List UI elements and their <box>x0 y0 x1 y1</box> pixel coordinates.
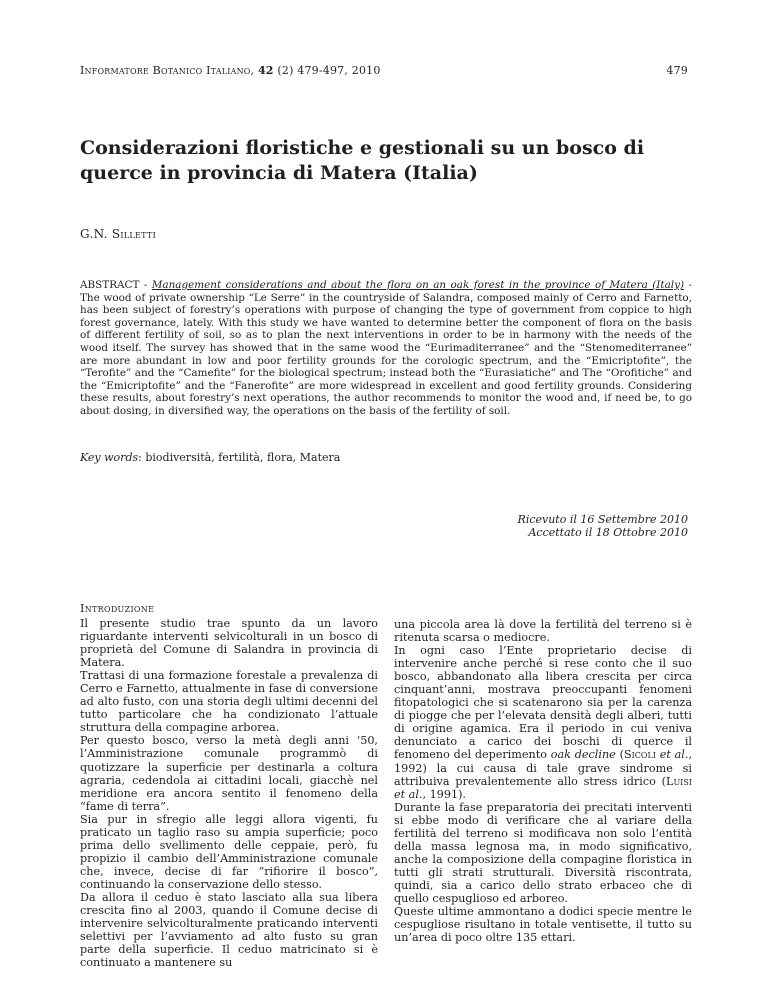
text-run: In ogni caso l’Ente proprietario decise di intervenire anche perché si rese conto che il suo bosco, abbandonato alla libera crescita per circa cinquant’anni, mostrava preoccupanti fenomeni fitopatologici che si scatenarono sia per la carenza di piogge che per l’elevata densità degli alberi, tutti di origine agamica. Era il periodo in cui veniva denunciato a carico dei boschi di querce il fenomeno del deperimento <box>394 644 692 762</box>
journal-volume: 42 <box>257 64 274 77</box>
abstract-body: - The wood of private ownership “Le Serre” in the countryside of Salandra, composed mainly of Cerro and Farnetto, has been subject of forestry’s operations with purpose of changing the type of government from coppice to high forest governance, lately. With this study we have wanted to determine better the component of flora on the basis of different fertility of soil, so as to plan the next interventions in order to be in harmony with the needs of the wood itself. The survey has showed that in the same wood the “Eurimaditerranee” and the “Stenomediterranee” are more abundant in low and poor fertility grounds for the corologic spectrum, and the “Emicriptofite”, the “Terofite” and the “Camefite” for the biological spectrum; instead both the “Eurasiatiche” and The “Orofitiche” and the “Emicriptofite” and the “Fanerofite” are more widespread in excellent and good fertility grounds. Considering these results, about forestry’s next operations, the author recommends to monitor the wood and, if need be, to go about dosing, in diversified way, the operations on the basis of the fertility of soil. <box>80 279 692 417</box>
page-number: 479 <box>666 64 688 77</box>
author: G.N. Silletti <box>80 227 157 241</box>
abstract-subtitle: Management considerations and about the flora on an oak forest in the province of Matera (Italy) <box>151 279 685 291</box>
received-date: Ricevuto il 16 Settembre 2010 <box>517 513 688 526</box>
right-column <box>394 618 692 944</box>
section-heading-introduction: Introduzione <box>80 602 155 615</box>
journal-issue-pages: (2) 479-497, 2010 <box>277 64 381 77</box>
article-dates <box>518 513 688 539</box>
citation-etal: et al. <box>394 787 423 801</box>
term-oak-decline: oak decline <box>550 748 616 762</box>
keywords <box>80 451 340 464</box>
left-column <box>80 600 378 969</box>
paragraph: Da allora il ceduo è stato lasciato alla sua libera crescita fino al 2003, quando il Comune decise di intervenire selvicolturalmente praticando interventi selettivi per l’avviamento ad alto fusto su gran parte della superficie. Il ceduo matricinato si è continuato a mantenere su <box>80 890 378 970</box>
journal-name: Informatore Botanico Italiano, <box>80 64 255 77</box>
paragraph <box>394 644 692 801</box>
paragraph: Sia pur in sfregio alle leggi allora vigenti, fu praticato un taglio raso su ampia superficie; poco prima dello svellimento delle ceppaie, però, fu propizio il cambio dell’Amministrazione comunale che, invece, decise di far “rifiorire il bosco”, continuando la conservazione dello stesso. <box>80 812 378 891</box>
paragraph: Per questo bosco, verso la metà degli anni ‘50, l’Amministrazione comunale programmò di quotizzare la superficie per destinarla a coltura agraria, cedendola ai cittadini locali, giacchè nel meridione era ancora sentito il fenomeno della “fame di terra”. <box>80 734 378 813</box>
accepted-date: Accettato il 18 Ottobre 2010 <box>528 526 688 539</box>
citation-author: Luisi <box>666 774 692 788</box>
paragraph: Trattasi di una formazione forestale a prevalenza di Cerro e Farnetto, attualmente in fase di conversione ad alto fusto, con una storia degli ultimi decenni del tutto particolare che ha condizionato l’attuale struttura della compagine arborea. <box>80 669 378 735</box>
running-head <box>80 64 688 77</box>
paragraph: una piccola area là dove la fertilità del terreno si è ritenuta scarsa o mediocre. <box>394 618 692 645</box>
citation-etal: et al. <box>655 748 689 762</box>
paragraph: Queste ultime ammontano a dodici specie mentre le cespugliose risultano in totale ventisette, il tutto su un’area di poco oltre 135 ettari. <box>394 905 692 945</box>
keywords-label: Key words <box>80 451 139 464</box>
abstract <box>80 279 692 418</box>
abstract-label: ABSTRACT - <box>80 279 152 291</box>
article-title: Considerazioni floristiche e gestionali su un bosco di querce in provincia di Matera (Italia) <box>80 137 645 184</box>
citation-author: Sicoli <box>623 748 656 762</box>
text-run: , 1992) la cui causa di tale grave sindrome si attribuiva prevalentemente allo stress idrico ( <box>394 748 692 788</box>
paragraph: Durante la fase preparatoria dei precitati interventi si ebbe modo di verificare che al variare della fertilità del terreno si modificava non solo l’entità della massa legnosa ma, in modo significativo, anche la composizione della compagine floristica in tutti gli strati strutturali. Diversità riscontrata, quindi, sia a carico dello strato erbaceo che di quello cespuglioso ed arboreo. <box>394 800 692 905</box>
paragraph: Il presente studio trae spunto da un lavoro riguardante interventi selvicolturali in un bosco di proprietà del Comune di Salandra in provincia di Matera. <box>80 617 378 670</box>
text-run: , 1991). <box>422 787 466 801</box>
journal-citation <box>80 64 381 77</box>
text-run: ( <box>615 748 624 762</box>
keywords-value: : biodiversità, fertilità, flora, Matera <box>138 451 341 464</box>
